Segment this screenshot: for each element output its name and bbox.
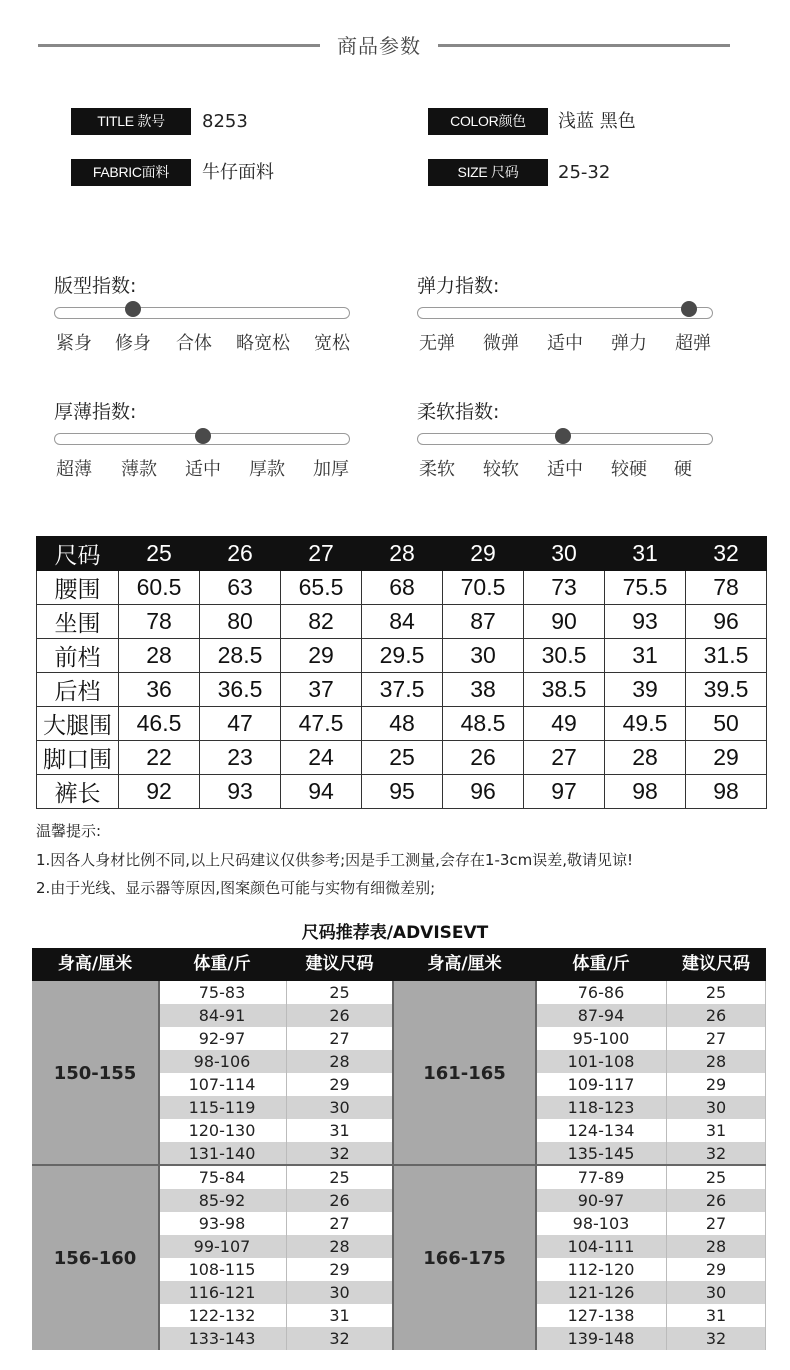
- weight-cell: 104-111: [567, 1237, 635, 1256]
- table-row: [37, 775, 767, 809]
- size-table-header: [37, 537, 767, 571]
- recommend-row: [536, 1258, 766, 1281]
- size-cell: 26: [329, 1191, 350, 1210]
- table-row: [37, 605, 767, 639]
- table-cell: 裤长: [37, 775, 119, 809]
- recommend-row: [536, 1166, 766, 1189]
- table-cell: 49.5: [605, 707, 686, 741]
- size-cell: 28: [705, 1237, 727, 1256]
- table-cell: 28.5: [200, 639, 281, 673]
- table-cell: 37.5: [362, 673, 443, 707]
- table-cell: 49: [524, 707, 605, 741]
- table-cell: 38.5: [524, 673, 605, 707]
- table-cell: 39.5: [686, 673, 767, 707]
- softness-index-title: 柔软指数:: [417, 401, 500, 423]
- weight-cell: 85-92: [198, 1191, 246, 1210]
- table-cell: 48: [362, 707, 443, 741]
- recommend-row: [158, 1004, 393, 1027]
- elasticity-level: 超弹: [675, 333, 711, 354]
- weight-cell: 112-120: [567, 1260, 635, 1279]
- table-divider: [32, 1164, 766, 1166]
- size-cell: 29: [329, 1075, 350, 1094]
- size-cell: 30: [705, 1283, 727, 1302]
- recommend-header-cell: 身高/厘米: [393, 948, 536, 981]
- table-cell: 75.5: [605, 571, 686, 605]
- table-cell: 后档: [37, 673, 119, 707]
- recommend-row: [158, 1189, 393, 1212]
- elasticity-index-marker: [681, 301, 697, 317]
- table-cell: 92: [119, 775, 200, 809]
- thickness-level: 适中: [185, 459, 221, 480]
- table-cell: 73: [524, 571, 605, 605]
- recommend-row: [158, 1235, 393, 1258]
- table-cell: 78: [119, 605, 200, 639]
- table-cell: 37: [281, 673, 362, 707]
- weight-cell: 92-97: [198, 1029, 246, 1048]
- size-cell: 31: [329, 1121, 350, 1140]
- table-cell: 65.5: [281, 571, 362, 605]
- fit-level: 略宽松: [236, 333, 290, 354]
- notes-line-1: 1.因各人身材比例不同,以上尺码建议仅供参考;因是手工测量,会存在1-3cm误差,敬请见谅!: [36, 851, 634, 869]
- weight-cell: 118-123: [567, 1098, 635, 1117]
- size-cell: 32: [329, 1329, 350, 1348]
- weight-cell: 122-132: [188, 1306, 256, 1325]
- table-cell: 36.5: [200, 673, 281, 707]
- size-cell: 28: [329, 1237, 350, 1256]
- size-table: [36, 536, 767, 809]
- header-rule-left: [38, 44, 320, 47]
- table-cell: 30: [443, 639, 524, 673]
- table-cell: 48.5: [443, 707, 524, 741]
- table-cell: 25: [362, 741, 443, 775]
- softness-level: 硬: [674, 459, 692, 480]
- recommend-row: [536, 1142, 766, 1165]
- recommend-row: [158, 981, 393, 1004]
- weight-cell: 95-100: [572, 1029, 630, 1048]
- recommend-row: [536, 1281, 766, 1304]
- elasticity-level: 弹力: [611, 333, 647, 354]
- table-cell: 36: [119, 673, 200, 707]
- recommend-row: [158, 1166, 393, 1189]
- recommend-row: [158, 1142, 393, 1165]
- size-cell: 27: [329, 1214, 350, 1233]
- table-cell: 24: [281, 741, 362, 775]
- thickness-level: 薄款: [121, 459, 157, 480]
- weight-cell: 131-140: [188, 1144, 256, 1163]
- recommend-header-cell: 建议尺码: [666, 948, 766, 981]
- recommend-row: [158, 1027, 393, 1050]
- elasticity-level: 微弹: [483, 333, 519, 354]
- table-cell: 84: [362, 605, 443, 639]
- thickness-level: 加厚: [313, 459, 349, 480]
- recommend-row: [158, 1096, 393, 1119]
- table-cell: 30.5: [524, 639, 605, 673]
- table-cell: 80: [200, 605, 281, 639]
- param-tag-fabric: FABRIC面料: [71, 159, 191, 186]
- table-cell: 82: [281, 605, 362, 639]
- height-group-cell: 156-160: [32, 1166, 158, 1350]
- param-value-size: 25-32: [558, 162, 611, 183]
- table-cell: 47.5: [281, 707, 362, 741]
- recommend-row: [158, 1327, 393, 1350]
- softness-level: 柔软: [419, 459, 455, 480]
- size-cell: 30: [329, 1098, 350, 1117]
- weight-cell: 135-145: [567, 1144, 635, 1163]
- weight-cell: 84-91: [198, 1006, 246, 1025]
- size-cell: 27: [329, 1029, 350, 1048]
- elasticity-index-track: [417, 307, 713, 319]
- recommend-row: [536, 1304, 766, 1327]
- size-cell: 25: [705, 983, 727, 1002]
- table-cell: 脚口围: [37, 741, 119, 775]
- recommend-row: [158, 1050, 393, 1073]
- height-group-cell: 150-155: [32, 981, 158, 1165]
- size-cell: 31: [329, 1306, 350, 1325]
- recommend-header-cell: 体重/斤: [158, 948, 286, 981]
- param-tag-size: SIZE 尺码: [428, 159, 548, 186]
- table-cell: 前档: [37, 639, 119, 673]
- table-cell: 94: [281, 775, 362, 809]
- size-header-cell: 尺码: [37, 537, 119, 571]
- page-title: 商品参数: [337, 34, 421, 58]
- table-cell: 46.5: [119, 707, 200, 741]
- thickness-index-marker: [195, 428, 211, 444]
- weight-cell: 108-115: [188, 1260, 256, 1279]
- weight-cell: 98-103: [572, 1214, 630, 1233]
- recommend-title: 尺码推荐表/ADVISEVT: [301, 923, 489, 943]
- weight-cell: 87-94: [577, 1006, 625, 1025]
- fit-index-track: [54, 307, 350, 319]
- size-cell: 26: [705, 1006, 727, 1025]
- size-cell: 27: [705, 1214, 727, 1233]
- size-cell: 31: [705, 1306, 727, 1325]
- table-cell: 28: [605, 741, 686, 775]
- recommend-row: [536, 1212, 766, 1235]
- elasticity-level: 无弹: [419, 333, 455, 354]
- recommend-row: [536, 1073, 766, 1096]
- weight-cell: 109-117: [567, 1075, 635, 1094]
- weight-cell: 115-119: [188, 1098, 256, 1117]
- softness-level: 适中: [547, 459, 583, 480]
- recommend-row: [158, 1304, 393, 1327]
- table-cell: 27: [524, 741, 605, 775]
- weight-cell: 127-138: [567, 1306, 635, 1325]
- weight-cell: 90-97: [577, 1191, 625, 1210]
- table-cell: 腰围: [37, 571, 119, 605]
- weight-cell: 77-89: [577, 1168, 625, 1187]
- size-cell: 30: [329, 1283, 350, 1302]
- height-group-cell: 161-165: [393, 981, 536, 1165]
- size-cell: 29: [705, 1075, 727, 1094]
- table-cell: 50: [686, 707, 767, 741]
- size-cell: 28: [705, 1052, 727, 1071]
- fit-level: 修身: [115, 333, 151, 354]
- table-cell: 26: [443, 741, 524, 775]
- notes-line-2: 2.由于光线、显示器等原因,图案颜色可能与实物有细微差别;: [36, 879, 436, 897]
- weight-cell: 124-134: [567, 1121, 635, 1140]
- table-cell: 96: [443, 775, 524, 809]
- notes-title: 温馨提示:: [36, 822, 102, 840]
- table-cell: 22: [119, 741, 200, 775]
- fit-level: 合体: [176, 333, 212, 354]
- recommend-row: [536, 1027, 766, 1050]
- table-cell: 坐围: [37, 605, 119, 639]
- weight-cell: 120-130: [188, 1121, 256, 1140]
- size-cell: 26: [705, 1191, 727, 1210]
- size-header-cell: 27: [281, 537, 362, 571]
- weight-cell: 99-107: [193, 1237, 251, 1256]
- table-cell: 29: [281, 639, 362, 673]
- table-cell: 47: [200, 707, 281, 741]
- recommend-row: [536, 1189, 766, 1212]
- size-header-cell: 25: [119, 537, 200, 571]
- header-rule-right: [438, 44, 730, 47]
- table-cell: 大腿围: [37, 707, 119, 741]
- table-cell: 29.5: [362, 639, 443, 673]
- table-cell: 68: [362, 571, 443, 605]
- param-value-color: 浅蓝 黑色: [558, 111, 636, 132]
- recommend-row: [536, 1119, 766, 1142]
- size-cell: 32: [705, 1329, 727, 1348]
- size-header-cell: 28: [362, 537, 443, 571]
- size-header-cell: 31: [605, 537, 686, 571]
- softness-index-marker: [555, 428, 571, 444]
- softness-level: 较软: [483, 459, 519, 480]
- recommend-header-cell: 身高/厘米: [32, 948, 158, 981]
- recommend-row: [536, 1096, 766, 1119]
- table-cell: 93: [200, 775, 281, 809]
- recommend-header-cell: 建议尺码: [286, 948, 393, 981]
- size-header-cell: 30: [524, 537, 605, 571]
- table-cell: 28: [119, 639, 200, 673]
- softness-level: 较硬: [611, 459, 647, 480]
- table-row: [37, 571, 767, 605]
- recommend-header-cell: 体重/斤: [536, 948, 666, 981]
- size-header-cell: 26: [200, 537, 281, 571]
- size-cell: 29: [705, 1260, 727, 1279]
- table-cell: 29: [686, 741, 767, 775]
- size-cell: 25: [705, 1168, 727, 1187]
- table-cell: 97: [524, 775, 605, 809]
- elasticity-index-title: 弹力指数:: [417, 275, 500, 297]
- table-cell: 90: [524, 605, 605, 639]
- size-cell: 32: [329, 1144, 350, 1163]
- thickness-level: 厚款: [249, 459, 285, 480]
- table-cell: 95: [362, 775, 443, 809]
- table-cell: 31.5: [686, 639, 767, 673]
- weight-cell: 75-84: [198, 1168, 246, 1187]
- thickness-index-title: 厚薄指数:: [54, 401, 137, 423]
- table-row: [37, 741, 767, 775]
- thickness-level: 超薄: [56, 459, 92, 480]
- size-cell: 29: [329, 1260, 350, 1279]
- height-group-cell: 166-175: [393, 1166, 536, 1350]
- recommend-row: [158, 1258, 393, 1281]
- weight-cell: 75-83: [198, 983, 246, 1002]
- recommend-row: [536, 1327, 766, 1350]
- size-cell: 28: [329, 1052, 350, 1071]
- size-header-cell: 32: [686, 537, 767, 571]
- recommend-row: [536, 1004, 766, 1027]
- table-cell: 98: [686, 775, 767, 809]
- weight-cell: 98-106: [193, 1052, 251, 1071]
- table-cell: 87: [443, 605, 524, 639]
- fit-index-marker: [125, 301, 141, 317]
- table-row: [37, 673, 767, 707]
- table-row: [37, 639, 767, 673]
- table-cell: 38: [443, 673, 524, 707]
- size-cell: 25: [329, 1168, 350, 1187]
- param-tag-title: TITLE 款号: [71, 108, 191, 135]
- elasticity-level: 适中: [547, 333, 583, 354]
- table-cell: 93: [605, 605, 686, 639]
- weight-cell: 93-98: [198, 1214, 246, 1233]
- recommend-row: [158, 1119, 393, 1142]
- table-cell: 78: [686, 571, 767, 605]
- fit-index-title: 版型指数:: [54, 275, 137, 297]
- size-cell: 30: [705, 1098, 727, 1117]
- size-cell: 25: [329, 983, 350, 1002]
- table-cell: 98: [605, 775, 686, 809]
- size-cell: 26: [329, 1006, 350, 1025]
- table-cell: 63: [200, 571, 281, 605]
- weight-cell: 133-143: [188, 1329, 256, 1348]
- weight-cell: 101-108: [567, 1052, 635, 1071]
- table-cell: 23: [200, 741, 281, 775]
- size-cell: 27: [705, 1029, 727, 1048]
- size-cell: 32: [705, 1144, 727, 1163]
- table-cell: 31: [605, 639, 686, 673]
- table-cell: 60.5: [119, 571, 200, 605]
- weight-cell: 76-86: [577, 983, 625, 1002]
- param-value-title: 8253: [202, 111, 248, 132]
- recommend-row: [158, 1212, 393, 1235]
- weight-cell: 107-114: [188, 1075, 256, 1094]
- param-value-fabric: 牛仔面料: [202, 162, 274, 183]
- weight-cell: 121-126: [567, 1283, 635, 1302]
- recommend-row: [158, 1281, 393, 1304]
- fit-level: 宽松: [314, 333, 350, 354]
- table-cell: 96: [686, 605, 767, 639]
- size-header-cell: 29: [443, 537, 524, 571]
- param-tag-color: COLOR颜色: [428, 108, 548, 135]
- weight-cell: 139-148: [567, 1329, 635, 1348]
- table-row: [37, 707, 767, 741]
- weight-cell: 116-121: [188, 1283, 256, 1302]
- fit-level: 紧身: [56, 333, 92, 354]
- table-cell: 39: [605, 673, 686, 707]
- recommend-row: [536, 1050, 766, 1073]
- size-cell: 31: [705, 1121, 727, 1140]
- recommend-row: [158, 1073, 393, 1096]
- recommend-row: [536, 1235, 766, 1258]
- recommend-row: [536, 981, 766, 1004]
- table-cell: 70.5: [443, 571, 524, 605]
